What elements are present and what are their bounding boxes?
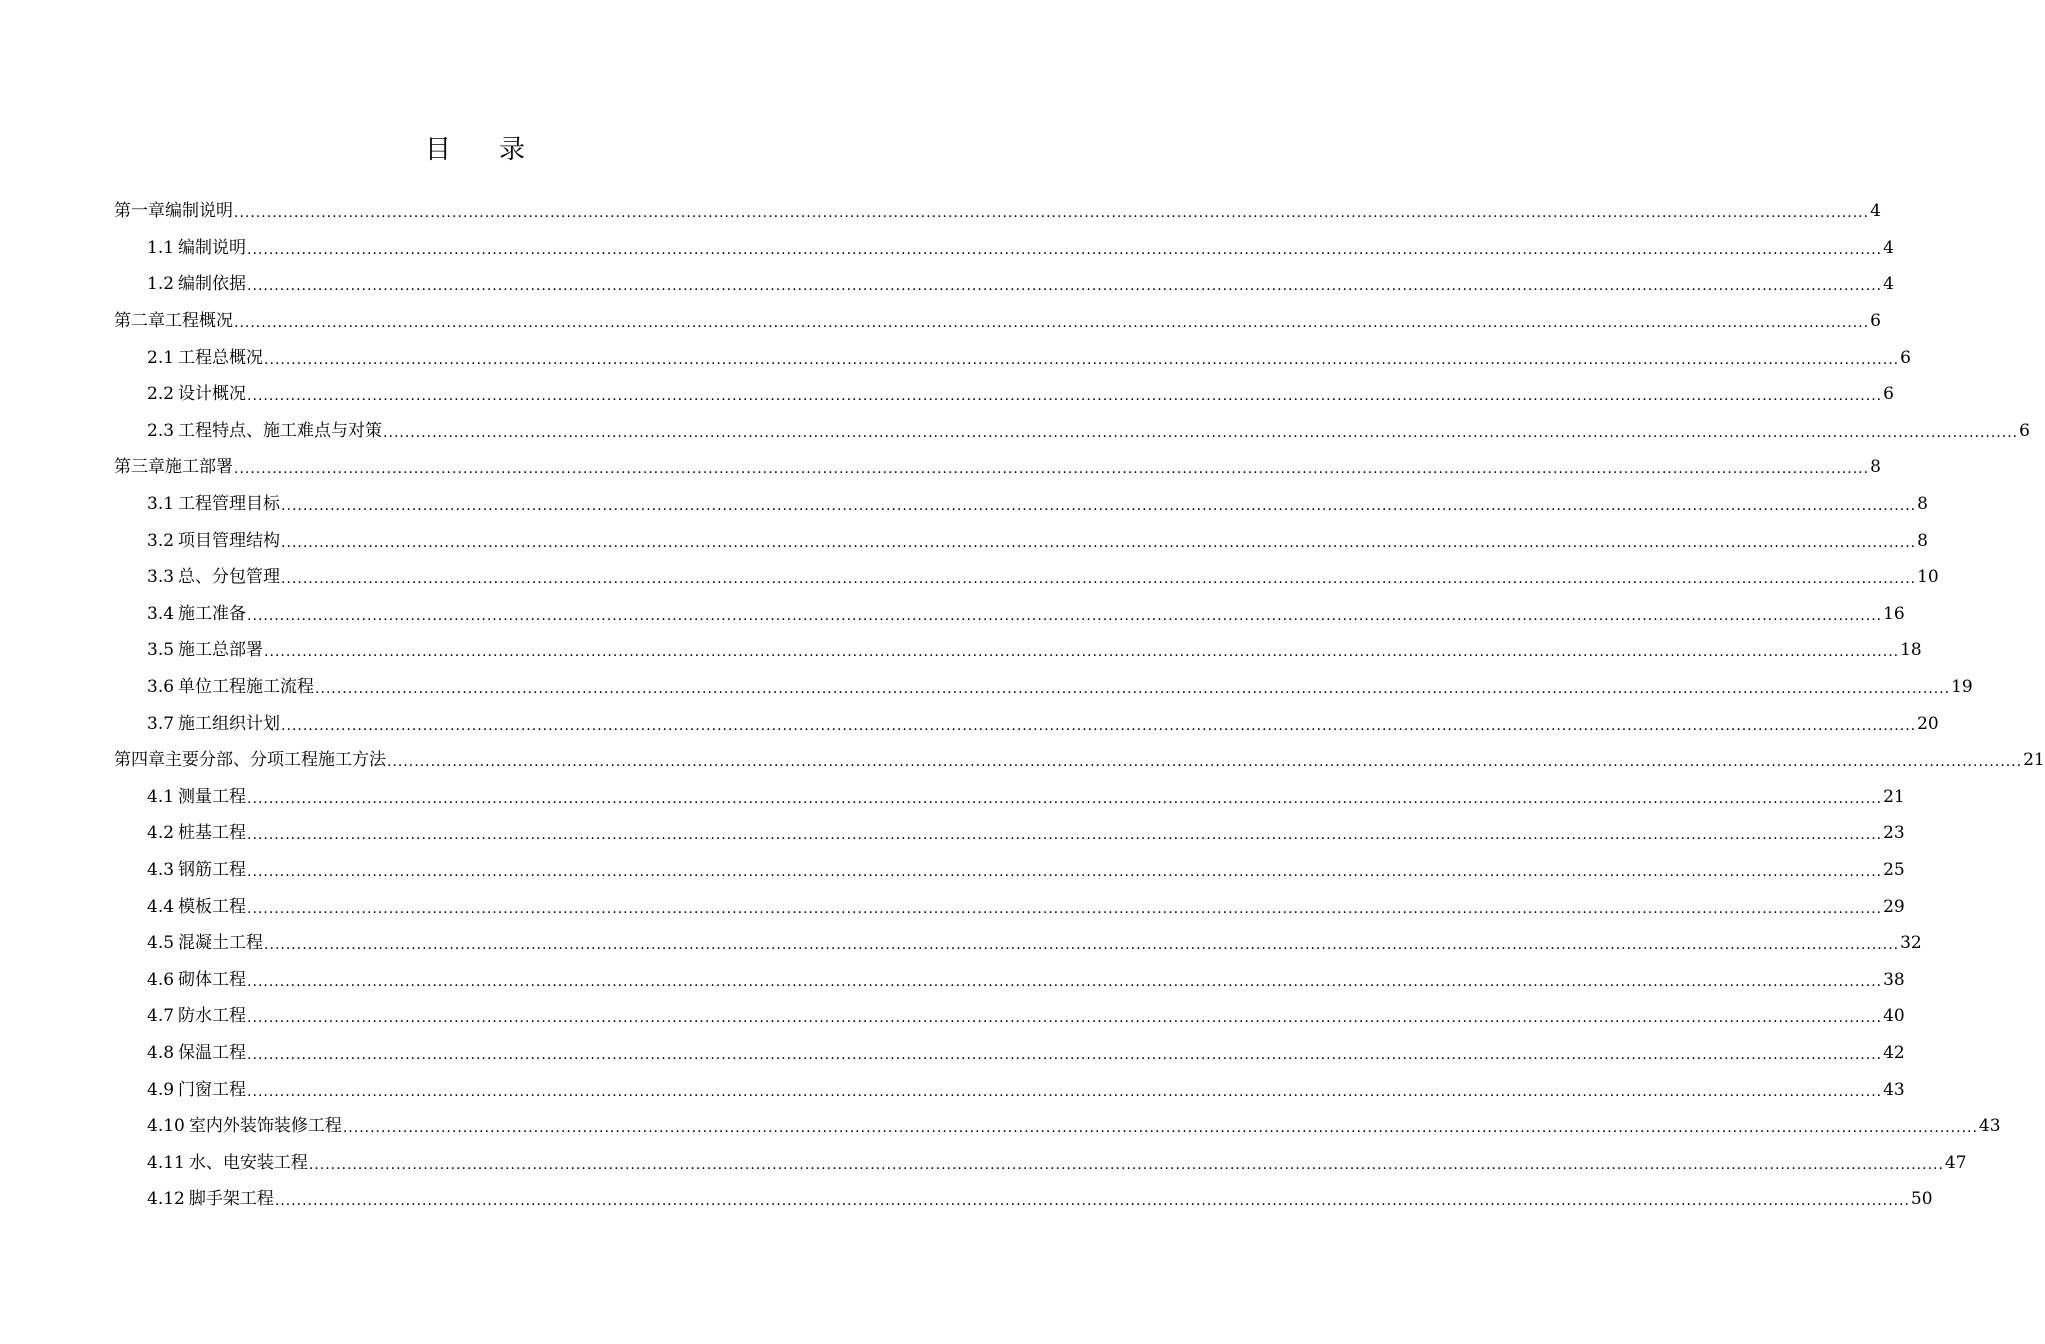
- toc-dot-leader: ............................................................................................................................................................................................................................................................................................................: [264, 644, 1900, 661]
- toc-section-entry[interactable]: [147, 669, 1973, 706]
- toc-entry-label: 工程特点、施工难点与对策: [178, 420, 383, 441]
- toc-entry-page-number: 19: [1951, 677, 1973, 698]
- toc-entry-page-number: 42: [1883, 1042, 1905, 1063]
- toc-section-entry[interactable]: [147, 705, 1939, 742]
- toc-title-char: 目: [424, 135, 451, 165]
- toc-entry-page-number: 23: [1883, 823, 1905, 844]
- toc-dot-leader: ............................................................................................................................................................................................................................................................................................................: [247, 900, 1883, 917]
- toc-section-entry[interactable]: [147, 522, 1928, 559]
- toc-entry-label: 保温工程: [178, 1042, 247, 1063]
- toc-entry-page-number: 32: [1900, 933, 1922, 954]
- toc-entry-page-number: 8: [1917, 494, 1928, 515]
- toc-entry-number: 4.8: [147, 1042, 175, 1063]
- toc-entry-number: 4.10: [147, 1116, 185, 1137]
- toc-entry-number: 3.7: [147, 713, 175, 734]
- toc-dot-leader: ............................................................................................................................................................................................................................................................................................................: [247, 790, 1883, 807]
- toc-dot-leader: ............................................................................................................................................................................................................................................................................................................: [247, 973, 1883, 990]
- toc-dot-leader: ............................................................................................................................................................................................................................................................................................................: [281, 717, 1917, 734]
- toc-dot-leader: ............................................................................................................................................................................................................................................................................................................: [383, 424, 2019, 441]
- toc-entry-label: 混凝土工程: [178, 933, 264, 954]
- toc-entry-label: 测量工程: [178, 786, 247, 807]
- toc-entry-page-number: 10: [1917, 567, 1939, 588]
- toc-entry-page-number: 8: [1870, 457, 1881, 478]
- toc-entry-label: 工程管理目标: [178, 494, 281, 515]
- toc-entry-number: 3.2: [147, 530, 175, 551]
- toc-dot-leader: ............................................................................................................................................................................................................................................................................................................: [274, 1193, 1910, 1210]
- toc-entry-page-number: 21: [2023, 750, 2045, 771]
- toc-section-entry[interactable]: [147, 1035, 1905, 1072]
- toc-entry-number: 4.5: [147, 933, 175, 954]
- toc-entry-label: 项目管理结构: [178, 530, 281, 551]
- toc-entry-number: 4.11: [147, 1152, 185, 1173]
- toc-section-entry[interactable]: [147, 486, 1928, 523]
- toc-dot-leader: ............................................................................................................................................................................................................................................................................................................: [247, 863, 1883, 880]
- toc-section-entry[interactable]: [147, 815, 1905, 852]
- toc-entry-number: 第一章: [114, 201, 165, 222]
- toc-entry-label: 编制说明: [178, 237, 247, 258]
- toc-entry-page-number: 43: [1883, 1079, 1905, 1100]
- toc-section-entry[interactable]: [147, 559, 1939, 596]
- toc-entry-label: 工程概况: [165, 311, 233, 332]
- toc-dot-leader: ............................................................................................................................................................................................................................................................................................................: [264, 937, 1900, 954]
- toc-entry-page-number: 43: [1978, 1116, 2001, 1137]
- toc-dot-leader: ............................................................................................................................................................................................................................................................................................................: [281, 534, 1917, 551]
- toc-section-entry[interactable]: [147, 925, 1922, 962]
- toc-chapter-entry[interactable]: [114, 193, 1881, 230]
- toc-entry-page-number: 4: [1870, 201, 1881, 222]
- toc-section-entry[interactable]: [147, 998, 1905, 1035]
- toc-entry-page-number: 6: [1900, 347, 1911, 368]
- toc-section-entry[interactable]: [147, 376, 1894, 413]
- toc-section-entry[interactable]: [147, 1144, 1967, 1181]
- toc-dot-leader: ............................................................................................................................................................................................................................................................................................................: [281, 571, 1917, 588]
- toc-dot-leader: ............................................................................................................................................................................................................................................................................................................: [342, 1120, 1978, 1137]
- toc-section-entry[interactable]: [147, 266, 1894, 303]
- toc-entry-label: 桩基工程: [178, 823, 247, 844]
- toc-entry-label: 施工准备: [178, 603, 247, 624]
- toc-section-entry[interactable]: [147, 961, 1905, 998]
- toc-entry-label: 门窗工程: [178, 1079, 247, 1100]
- toc-section-entry[interactable]: [147, 852, 1905, 889]
- toc-chapter-entry[interactable]: [114, 303, 1881, 340]
- toc-entry-number: 2.2: [147, 384, 175, 405]
- toc-entry-number: 2.3: [147, 420, 175, 441]
- toc-entry-page-number: 6: [1883, 384, 1894, 405]
- toc-entry-label: 脚手架工程: [188, 1189, 274, 1210]
- toc-chapter-entry[interactable]: [114, 449, 1881, 486]
- toc-entry-page-number: 38: [1883, 969, 1905, 990]
- toc-section-entry[interactable]: [147, 339, 1911, 376]
- toc-entry-number: 1.2: [147, 274, 175, 295]
- toc-dot-leader: ............................................................................................................................................................................................................................................................................................................: [234, 461, 1870, 478]
- toc-entry-number: 4.3: [147, 859, 175, 880]
- toc-dot-leader: ............................................................................................................................................................................................................................................................................................................: [247, 607, 1883, 624]
- toc-entry-number: 3.1: [147, 494, 175, 515]
- toc-entry-page-number: 6: [1870, 311, 1881, 332]
- toc-entry-label: 施工组织计划: [178, 713, 281, 734]
- toc-list: [0, 193, 2045, 1218]
- toc-section-entry[interactable]: [147, 1181, 1933, 1218]
- toc-entry-label: 模板工程: [178, 896, 247, 917]
- toc-entry-label: 施工部署: [165, 457, 233, 478]
- toc-section-entry[interactable]: [147, 230, 1894, 267]
- toc-section-entry[interactable]: [147, 1071, 1905, 1108]
- toc-dot-leader: ............................................................................................................................................................................................................................................................................................................: [281, 498, 1917, 515]
- toc-entry-label: 防水工程: [178, 1006, 247, 1027]
- toc-entry-number: 3.6: [147, 677, 175, 698]
- toc-entry-number: 第三章: [114, 457, 165, 478]
- toc-section-entry[interactable]: [147, 1108, 2001, 1145]
- toc-entry-number: 4.7: [147, 1006, 175, 1027]
- toc-entry-number: 2.1: [147, 347, 175, 368]
- toc-entry-number: 第二章: [114, 311, 165, 332]
- toc-dot-leader: ............................................................................................................................................................................................................................................................................................................: [247, 388, 1883, 405]
- toc-entry-label: 单位工程施工流程: [178, 677, 315, 698]
- toc-section-entry[interactable]: [147, 596, 1905, 633]
- toc-dot-leader: ............................................................................................................................................................................................................................................................................................................: [247, 278, 1883, 295]
- toc-entry-number: 第四章: [114, 750, 165, 771]
- toc-entry-label: 钢筋工程: [178, 859, 247, 880]
- toc-section-entry[interactable]: [147, 632, 1922, 669]
- toc-section-entry[interactable]: [147, 413, 2030, 450]
- toc-entry-page-number: 4: [1883, 237, 1894, 258]
- toc-entry-number: 4.2: [147, 823, 175, 844]
- toc-entry-page-number: 21: [1883, 786, 1905, 807]
- toc-entry-label: 设计概况: [178, 384, 247, 405]
- toc-entry-page-number: 20: [1917, 713, 1939, 734]
- toc-entry-number: 4.6: [147, 969, 175, 990]
- toc-dot-leader: ............................................................................................................................................................................................................................................................................................................: [247, 827, 1883, 844]
- toc-entry-page-number: 4: [1883, 274, 1894, 295]
- toc-entry-page-number: 6: [2019, 420, 2030, 441]
- toc-dot-leader: ............................................................................................................................................................................................................................................................................................................: [315, 681, 1951, 698]
- toc-entry-label: 主要分部、分项工程施工方法: [165, 750, 386, 771]
- toc-entry-label: 水、电安装工程: [188, 1152, 308, 1173]
- toc-dot-leader: ............................................................................................................................................................................................................................................................................................................: [387, 754, 2023, 771]
- toc-entry-page-number: 8: [1917, 530, 1928, 551]
- toc-entry-number: 4.1: [147, 786, 175, 807]
- toc-dot-leader: ............................................................................................................................................................................................................................................................................................................: [234, 315, 1870, 332]
- toc-entry-label: 编制依据: [178, 274, 247, 295]
- toc-entry-page-number: 29: [1883, 896, 1905, 917]
- toc-entry-number: 4.4: [147, 896, 175, 917]
- toc-dot-leader: ............................................................................................................................................................................................................................................................................................................: [247, 1010, 1883, 1027]
- toc-entry-label: 砌体工程: [178, 969, 247, 990]
- toc-entry-page-number: 25: [1883, 859, 1905, 880]
- toc-entry-page-number: 16: [1883, 603, 1905, 624]
- toc-entry-page-number: 47: [1944, 1152, 1967, 1173]
- toc-entry-number: 3.5: [147, 640, 175, 661]
- toc-dot-leader: ............................................................................................................................................................................................................................................................................................................: [308, 1156, 1944, 1173]
- toc-entry-label: 总、分包管理: [178, 567, 281, 588]
- toc-entry-page-number: 18: [1900, 640, 1922, 661]
- toc-section-entry[interactable]: [147, 779, 1905, 816]
- toc-entry-number: 4.12: [147, 1189, 185, 1210]
- toc-entry-page-number: 50: [1910, 1189, 1933, 1210]
- toc-entry-page-number: 40: [1883, 1006, 1905, 1027]
- toc-entry-number: 3.3: [147, 567, 175, 588]
- toc-chapter-entry[interactable]: [114, 742, 2045, 779]
- toc-dot-leader: ............................................................................................................................................................................................................................................................................................................: [264, 351, 1900, 368]
- toc-section-entry[interactable]: [147, 888, 1905, 925]
- toc-dot-leader: ............................................................................................................................................................................................................................................................................................................: [234, 205, 1870, 222]
- toc-entry-label: 编制说明: [165, 201, 233, 222]
- toc-entry-number: 4.9: [147, 1079, 175, 1100]
- toc-title: [0, 132, 950, 168]
- toc-dot-leader: ............................................................................................................................................................................................................................................................................................................: [247, 1046, 1883, 1063]
- toc-entry-number: 1.1: [147, 237, 175, 258]
- toc-entry-label: 施工总部署: [178, 640, 264, 661]
- toc-dot-leader: ............................................................................................................................................................................................................................................................................................................: [247, 241, 1883, 258]
- toc-dot-leader: ............................................................................................................................................................................................................................................................................................................: [247, 1083, 1883, 1100]
- toc-title-char: 录: [499, 135, 526, 165]
- toc-entry-label: 室内外装饰装修工程: [188, 1116, 342, 1137]
- toc-entry-number: 3.4: [147, 603, 175, 624]
- toc-entry-label: 工程总概况: [178, 347, 264, 368]
